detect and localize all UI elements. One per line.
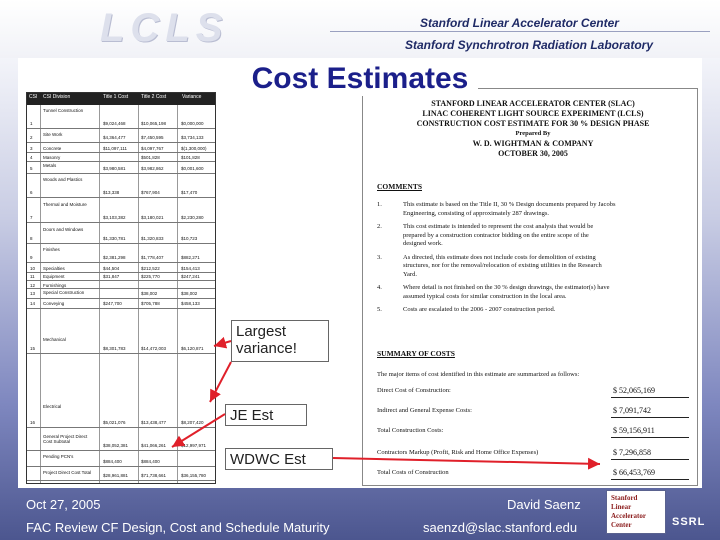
row-label: Project Direct Cost Total: [43, 470, 92, 475]
row-number: 13: [30, 291, 36, 296]
page-title: Cost Estimates: [242, 62, 478, 96]
summary-value: $ 52,065,169: [613, 386, 655, 395]
title-2-cost: $10,065,198: [141, 121, 167, 126]
summary-label: Total Construction Costs:: [377, 427, 444, 434]
row-label: Conveying: [43, 301, 65, 306]
title-2-cost: $884,400: [141, 459, 160, 464]
variance: $2,230,280: [181, 215, 204, 220]
lcls-logo: LCLS: [100, 6, 229, 50]
row-number: 8: [30, 236, 33, 241]
row-label: Specialties: [43, 266, 65, 271]
title-2-cost: $1,778,407: [141, 255, 164, 260]
variance: $458,133: [181, 301, 200, 306]
summary-value: $ 66,453,769: [613, 468, 655, 477]
title-2-cost: $4,097,767: [141, 146, 164, 151]
title-1-cost: $8,301,783: [103, 346, 126, 351]
logo-line: Stanford: [611, 494, 638, 502]
comment-number: 2.: [377, 223, 382, 230]
comment-text: prepared by a construction contractor bidding on the entire scope of the: [403, 231, 589, 239]
variance: $17,470: [181, 190, 198, 195]
variance: $101,828: [181, 155, 200, 160]
variance: $12,997,971: [181, 443, 207, 448]
variance: $(1,300,000): [181, 146, 207, 151]
doc-heading-line: LINAC COHERENT LIGHT SOURCE EXPERIMENT (LCLS): [422, 109, 644, 118]
comment-text: Yard.: [403, 270, 417, 278]
arrow-to-wdwc-total: [333, 458, 600, 464]
summary-value: $ 7,296,858: [613, 448, 651, 457]
ssrl-logo: SSRL: [672, 516, 706, 528]
title-1-cost: $13,338: [103, 190, 120, 195]
variance: $154,413: [181, 266, 200, 271]
title-1-cost: $2,381,298: [103, 255, 126, 260]
title-2-cost: $501,828: [141, 155, 160, 160]
comments-heading: COMMENTS: [377, 182, 422, 191]
row-label: Finishes: [43, 247, 60, 252]
comment-number: 1.: [377, 201, 382, 208]
column-header: CSI: [29, 94, 38, 100]
title-2-cost: $767,904: [141, 190, 160, 195]
title-1-cost: $884,400: [103, 459, 122, 464]
row-label: Pending PCN's: [43, 454, 74, 459]
title-2-cost: $212,522: [141, 266, 160, 271]
title-1-cost: $3,980,581: [103, 166, 126, 171]
row-number: 10: [30, 266, 36, 271]
slac-name: Stanford Linear Accelerator Center: [420, 16, 619, 30]
title-1-cost: $4,364,477: [103, 135, 126, 140]
comment-text: Costs are escalated to the 2006 - 2007 construction period.: [403, 306, 556, 313]
comment-text: structures, nor for the removal/relocation of existing utilities in the Research: [403, 262, 602, 269]
summary-value: $ 59,156,911: [613, 426, 655, 435]
variance: $882,271: [181, 255, 200, 260]
row-label: Thermal and Moisture: [43, 202, 87, 207]
row-label: Site Work: [43, 132, 63, 137]
row-label: General Project Direct Cost Subtotal: [43, 434, 88, 444]
title-2-cost: $13,438,477: [141, 420, 167, 425]
row-number: 2: [30, 135, 33, 140]
row-label: Concrete: [43, 146, 62, 151]
summary-label: Direct Cost of Construction:: [377, 387, 451, 394]
variance: $3,734,133: [181, 135, 204, 140]
title-1-cost: $3,103,382: [103, 215, 126, 220]
footer-presenter: David Saenz: [507, 497, 581, 512]
row-number: 3: [30, 146, 33, 151]
title-1-cost: $247,700: [103, 301, 122, 306]
row-label: Electrical: [43, 404, 62, 409]
title-2-cost: $71,738,661: [141, 473, 167, 478]
doc-heading-line: OCTOBER 30, 2005: [498, 149, 568, 158]
comment-text: assumed typical costs for similar construction in the local area.: [403, 292, 567, 300]
comment-number: 5.: [377, 306, 382, 313]
row-number: 6: [30, 190, 33, 195]
doc-heading-line: Prepared By: [515, 130, 551, 137]
variance: $8,207,420: [181, 420, 204, 425]
je-est-callout: JE Est: [225, 404, 307, 426]
logo-line: Center: [611, 521, 632, 529]
title-1-cost: $44,504: [103, 266, 120, 271]
title-1-cost: $5,021,076: [103, 420, 126, 425]
row-number: 7: [30, 215, 33, 220]
title-2-cost: $41,066,261: [141, 443, 167, 448]
comment-text: This estimate is based on the Title II, 30 % Design documents prepared by Jacobs: [403, 201, 616, 208]
title-2-cost: $1,320,833: [141, 236, 164, 241]
comment-text: designed work.: [403, 240, 443, 247]
title-1-cost: $9,024,468: [103, 121, 126, 126]
row-number: 15: [30, 346, 36, 351]
comment-text: This cost estimate is intended to represent the cost analysis that would be: [403, 223, 594, 230]
row-number: 16: [30, 420, 36, 425]
row-label: Equipment: [43, 274, 65, 279]
comment-text: As directed, this estimate does not include costs for demolition of existing: [403, 253, 596, 261]
wdwc-est-callout: WDWC Est: [225, 448, 333, 470]
footer-review-title: FAC Review CF Design, Cost and Schedule Maturity: [26, 520, 330, 535]
doc-heading-line: CONSTRUCTION COST ESTIMATE FOR 30 % DESIGN PHASE: [416, 119, 650, 128]
footer-date: Oct 27, 2005: [26, 497, 101, 512]
row-number: 5: [30, 166, 33, 171]
comment-number: 3.: [377, 253, 382, 261]
title-2-cost: $38,002: [141, 291, 158, 296]
row-number: 4: [30, 155, 33, 160]
summary-label: Total Costs of Construction: [377, 469, 449, 476]
comment-text: Engineering, consisting of approximately 287 drawings.: [403, 209, 550, 217]
logo-line: Linear: [611, 503, 632, 511]
variance: $6,120,871: [181, 346, 204, 351]
comment-number: 4.: [377, 284, 382, 291]
arrow-to-electrical: [210, 362, 231, 402]
variance: $10,723: [181, 236, 198, 241]
row-number: 14: [30, 301, 36, 306]
summary-label: Contractors Markup (Profit, Risk and Home Office Expenses): [377, 449, 539, 456]
row-label: Mechanical: [43, 337, 66, 342]
summary-heading: SUMMARY OF COSTS: [377, 349, 455, 358]
summary-value: $ 7,091,742: [613, 406, 651, 415]
row-label: Masonry: [43, 155, 61, 160]
title-2-cost: $225,770: [141, 274, 160, 279]
arrow-to-je-total: [172, 414, 225, 447]
title-2-cost: $14,472,003: [141, 346, 167, 351]
largest-variance-callout: Largest variance!: [231, 320, 329, 362]
row-label: Metals: [43, 163, 57, 168]
row-label: Tunnel Construction: [43, 108, 84, 113]
column-header: Title 1 Cost: [103, 94, 129, 100]
variance: $36,155,780: [181, 473, 207, 478]
row-number: 11: [30, 274, 35, 279]
doc-heading-line: STANFORD LINEAR ACCELERATOR CENTER (SLAC): [431, 99, 635, 108]
summary-intro: The major items of cost identified in this estimate are summarized as follows:: [377, 371, 580, 378]
title-1-cost: $1,330,781: [103, 236, 126, 241]
variance: $247,241: [181, 274, 200, 279]
variance: $0,000,000: [181, 121, 204, 126]
title-1-cost: $11,097,111: [103, 146, 128, 151]
title-2-cost: $3,180,021: [141, 215, 164, 220]
summary-label: Indirect and General Expense Costs:: [377, 407, 472, 414]
row-number: 9: [30, 255, 33, 260]
row-label: Special Construction: [43, 290, 85, 295]
comment-text: Where detail is not finished on the 30 % design drawings, the estimator(s) have: [403, 284, 610, 291]
row-number: 1: [30, 121, 33, 126]
title-2-cost: $3,982,862: [141, 166, 164, 171]
doc-heading-line: W. D. WIGHTMAN & COMPANY: [472, 139, 594, 148]
arrow-to-mechanical: [214, 341, 231, 346]
title-2-cost: $705,788: [141, 301, 160, 306]
footer-email: saenzd@slac.stanford.edu: [423, 520, 578, 535]
column-header: Title 2 Cost: [141, 94, 167, 100]
row-label: Doors and Windows: [43, 227, 84, 232]
title-1-cost: $31,847: [103, 274, 120, 279]
variance: $38,002: [181, 291, 198, 296]
title-2-cost: $7,450,595: [141, 135, 164, 140]
row-label: Woods and Plastics: [43, 177, 83, 182]
title-1-cost: $38,052,381: [103, 443, 129, 448]
title-1-cost: $28,961,881: [103, 473, 129, 478]
column-header: Variance: [182, 94, 202, 100]
row-number: 12: [30, 283, 36, 288]
column-header: CSI Division: [43, 94, 71, 100]
logo-line: Accelerator: [611, 512, 646, 520]
ssrl-name: Stanford Synchrotron Radiation Laboratory: [405, 38, 654, 52]
slac-logo: [606, 490, 666, 534]
row-label: Furnishings: [43, 283, 67, 288]
variance: $0,001,600: [181, 166, 204, 171]
